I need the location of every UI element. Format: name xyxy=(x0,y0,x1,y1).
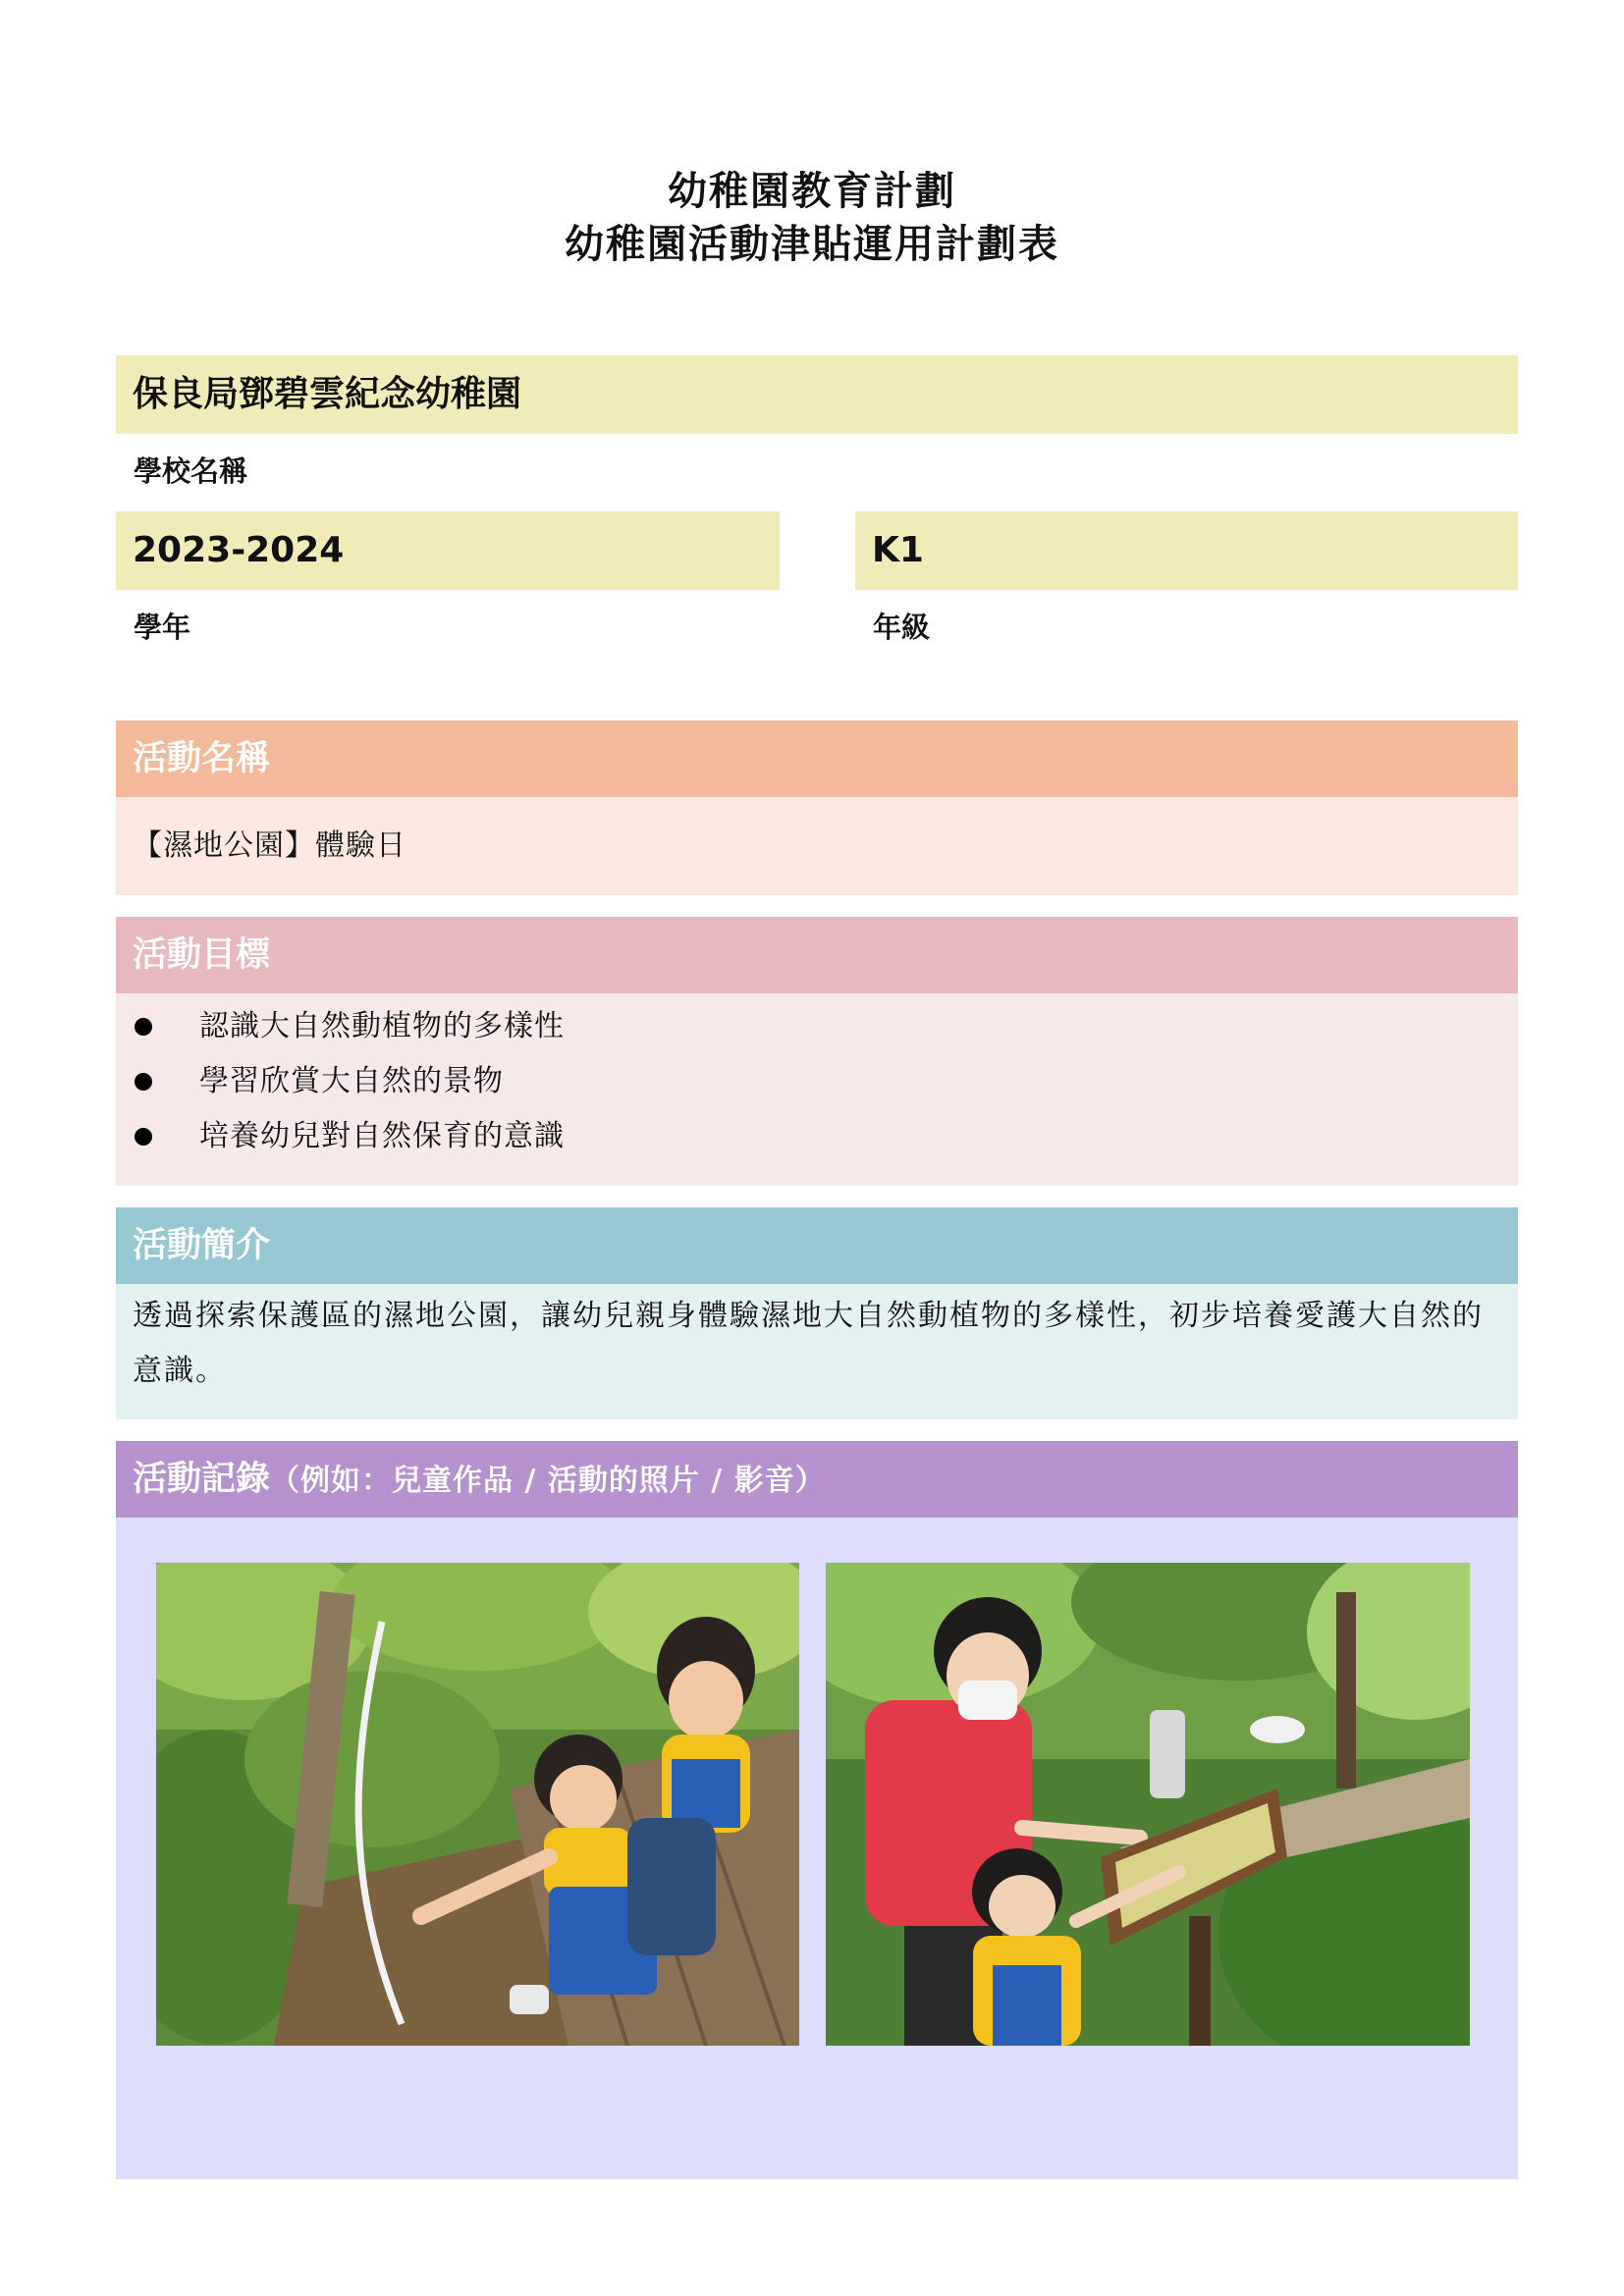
introduction-text: 透過探索保護區的濕地公園，讓幼兒親身體驗濕地大自然動植物的多樣性，初步培養愛護大自然的意識。 xyxy=(133,1299,1484,1388)
bullet-icon xyxy=(135,1073,152,1091)
activity-name-section xyxy=(116,797,1518,895)
school-year-field xyxy=(116,511,780,590)
introduction-heading: 活動簡介 xyxy=(116,1207,1518,1284)
activity-name-value: 【濕地公園】體驗日 xyxy=(133,828,406,863)
list-item xyxy=(116,999,1518,1054)
records-heading xyxy=(116,1441,1518,1518)
list-item xyxy=(116,1109,1518,1164)
bullet-icon xyxy=(135,1128,152,1146)
activity-name-heading: 活動名稱 xyxy=(116,721,1518,797)
records-section xyxy=(116,1518,1518,2179)
introduction-section xyxy=(116,1284,1518,1419)
records-heading-title: 活動記錄 xyxy=(133,1460,271,1499)
school-name-field xyxy=(116,355,1518,434)
activity-photo-info-board xyxy=(826,1563,1470,2046)
school-year-label: 學年 xyxy=(134,611,191,644)
activity-photo-wooden-path xyxy=(156,1563,799,2046)
objective-text: 學習欣賞大自然的景物 xyxy=(199,1064,504,1098)
records-heading-note: （例如：兒童作品 / 活動的照片 / 影音） xyxy=(270,1464,826,1498)
objectives-heading: 活動目標 xyxy=(116,917,1518,993)
school-name-label: 學校名稱 xyxy=(134,454,248,488)
school-name-value: 保良局鄧碧雲紀念幼稚園 xyxy=(133,374,522,414)
school-year-value: 2023-2024 xyxy=(133,530,345,570)
objectives-list xyxy=(116,993,1518,1186)
bullet-icon xyxy=(135,1018,152,1036)
grade-value: K1 xyxy=(872,530,924,570)
grade-field xyxy=(855,511,1518,590)
list-item xyxy=(116,1054,1518,1109)
objective-text: 培養幼兒對自然保育的意識 xyxy=(199,1119,565,1153)
document-title: 幼稚園教育計劃 xyxy=(668,169,956,214)
document-subtitle: 幼稚園活動津貼運用計劃表 xyxy=(565,222,1059,267)
objective-text: 認識大自然動植物的多樣性 xyxy=(199,1009,565,1043)
grade-label: 年級 xyxy=(873,611,931,644)
